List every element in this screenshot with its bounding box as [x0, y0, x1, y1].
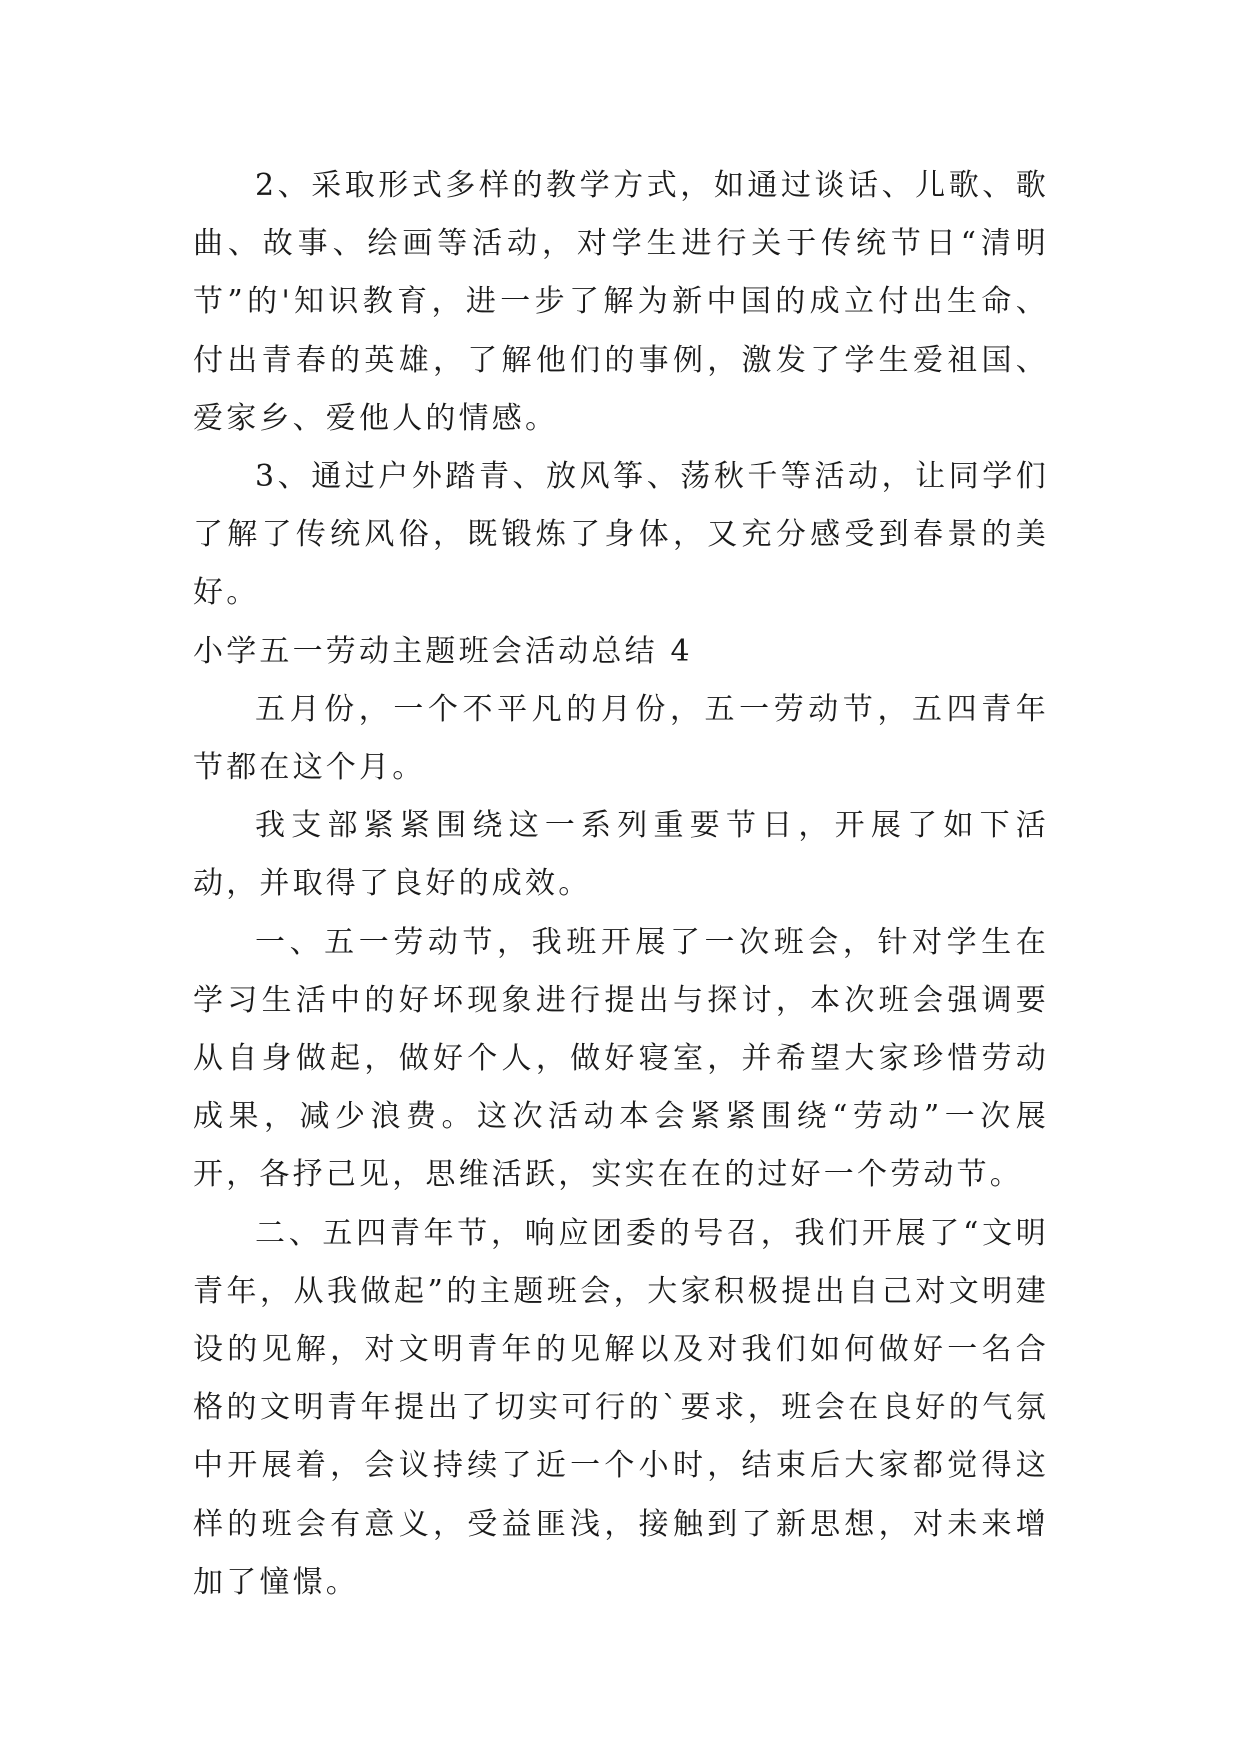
document-body [193, 157, 1049, 1612]
paragraph-youth-day: 二、五四青年节，响应团委的号召，我们开展了“文明青年，从我做起”的主题班会，大家积极提出自己对文明建设的见解，对文明青年的见解以及对我们如何做好一名合格的文明青年提出了切实可行的`要求，班会在良好的气氛中开展着，会议持续了近一个小时，结束后大家都觉得这样的班会有意义，受益匪浅，接触到了新思想，对未来增加了憧憬。 [193, 1215, 1049, 1600]
paragraph-method: 2、采取形式多样的教学方式，如通过谈话、儿歌、歌曲、故事、绘画等活动，对学生进行关于传统节日“清明节”的'知识教育，进一步了解为新中国的成立付出生命、付出青春的英雄，了解他们的事例，激发了学生爱祖国、爱家乡、爱他人的情感。 [193, 168, 1049, 436]
paragraph-labor-day: 一、五一劳动节，我班开展了一次班会，针对学生在学习生活中的好坏现象进行提出与探讨，本次班会强调要从自身做起，做好个人，做好寝室，并希望大家珍惜劳动成果，减少浪费。这次活动本会紧紧围绕“劳动”一次展开，各抒己见，思维活跃，实实在在的过好一个劳动节。 [193, 924, 1049, 1193]
paragraph-may-intro: 五月份，一个不平凡的月份，五一劳动节，五四青年节都在这个月。 [193, 691, 1049, 786]
paragraph-outdoor: 3、通过户外踏青、放风筝、荡秋千等活动，让同学们了解了传统风俗，既锻炼了身体，又充分感受到春景的美好。 [193, 459, 1049, 611]
section-heading: 小学五一劳动主题班会活动总结 4 [193, 633, 693, 669]
paragraph-activities: 我支部紧紧围绕这一系列重要节日，开展了如下活动，并取得了良好的成效。 [193, 808, 1049, 902]
